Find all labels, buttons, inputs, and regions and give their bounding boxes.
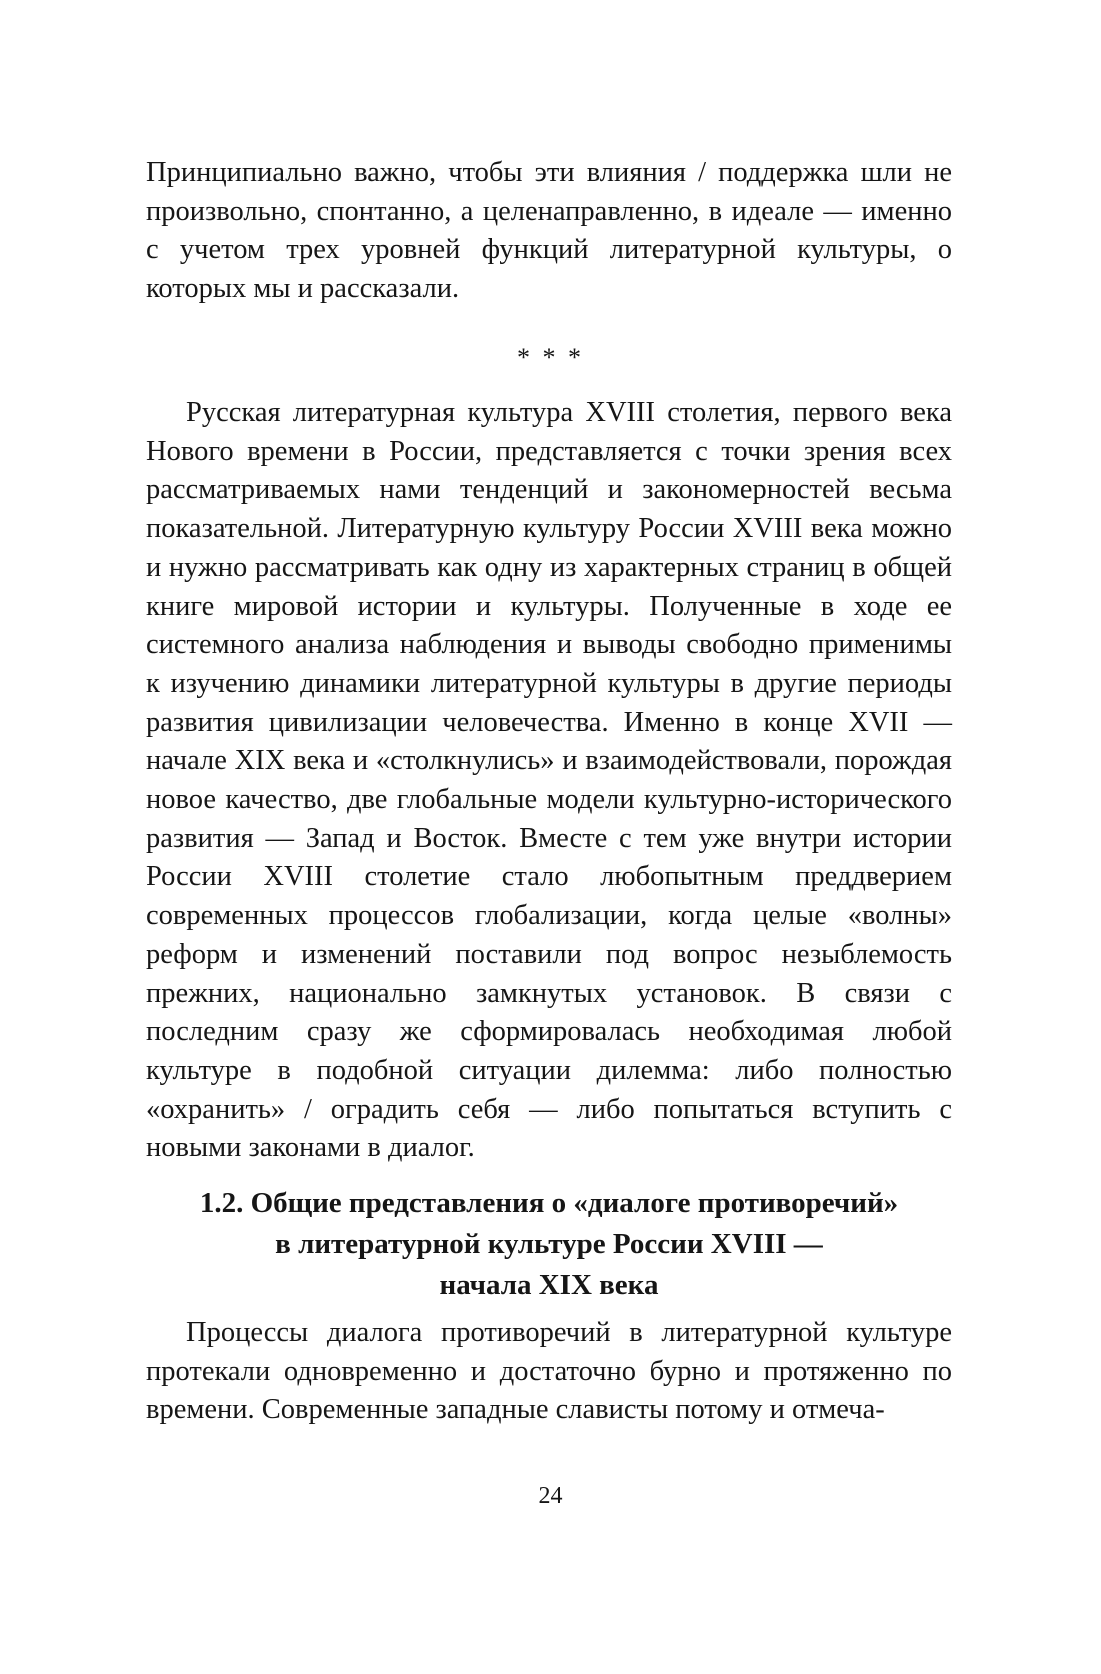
section-heading-line-3: начала XIX века <box>439 1269 659 1301</box>
paragraph-intro-text: Принципиально важно, чтобы эти влияния / поддержка шли не произвольно, спонтанно, а целенаправленно, в идеале — именно с учетом трех уровней функций литературной культуры, о которых мы и рассказали. <box>146 157 952 305</box>
paragraph-last-text: Процессы диалога противоречий в литературной культуре протекали одновременно и достаточно бурно и протяженно по времени. Современные западные слависты потому и отмеча- <box>146 1317 952 1426</box>
paragraph-main-text: Русская литературная культура XVIII столетия, первого века Нового времени в России, представляется с точки зрения всех рассматриваемых нами тенденций и закономерностей весьма показательной. Литературную культуру России XVIII века можно и нужно рассматривать как одну из характерных страниц в общей книге мировой истории и культуры. Полученные в ходе ее системного анализа наблюдения и выводы свободно применимы к изучению динамики литературной культуры в другие периоды развития цивилизации человечества. Именно в конце XVII — начале XIX века и «столкнулись» и взаимодействовали, порождая новое качество, две глобальные модели культурно-исторического развития — Запад и Восток. Вместе с тем уже внутри истории России XVIII столетие стало любопытным преддверием современных процессов глобализации, когда целые «волны» реформ и изменений поставили под вопрос незыблемость прежних, национально замкнутых установок. В связи с последним сразу же сформировалась необходимая любой культуре в подобной ситуации дилемма: либо полностью «охранить» / оградить себя — либо попытаться вступить с новыми законами в диалог. <box>146 397 952 1164</box>
section-heading-line-1: 1.2. Общие представления о «диалоге противоречий» <box>199 1187 899 1219</box>
paragraph-main <box>146 394 952 1168</box>
paragraph-last <box>146 1314 952 1430</box>
paragraph-intro <box>146 154 952 309</box>
section-heading <box>146 1183 952 1306</box>
page-number: 24 <box>538 1483 563 1509</box>
section-heading-line-2: в литературной культуре России XVIII — <box>275 1228 823 1260</box>
section-separator: * * * <box>517 343 584 372</box>
